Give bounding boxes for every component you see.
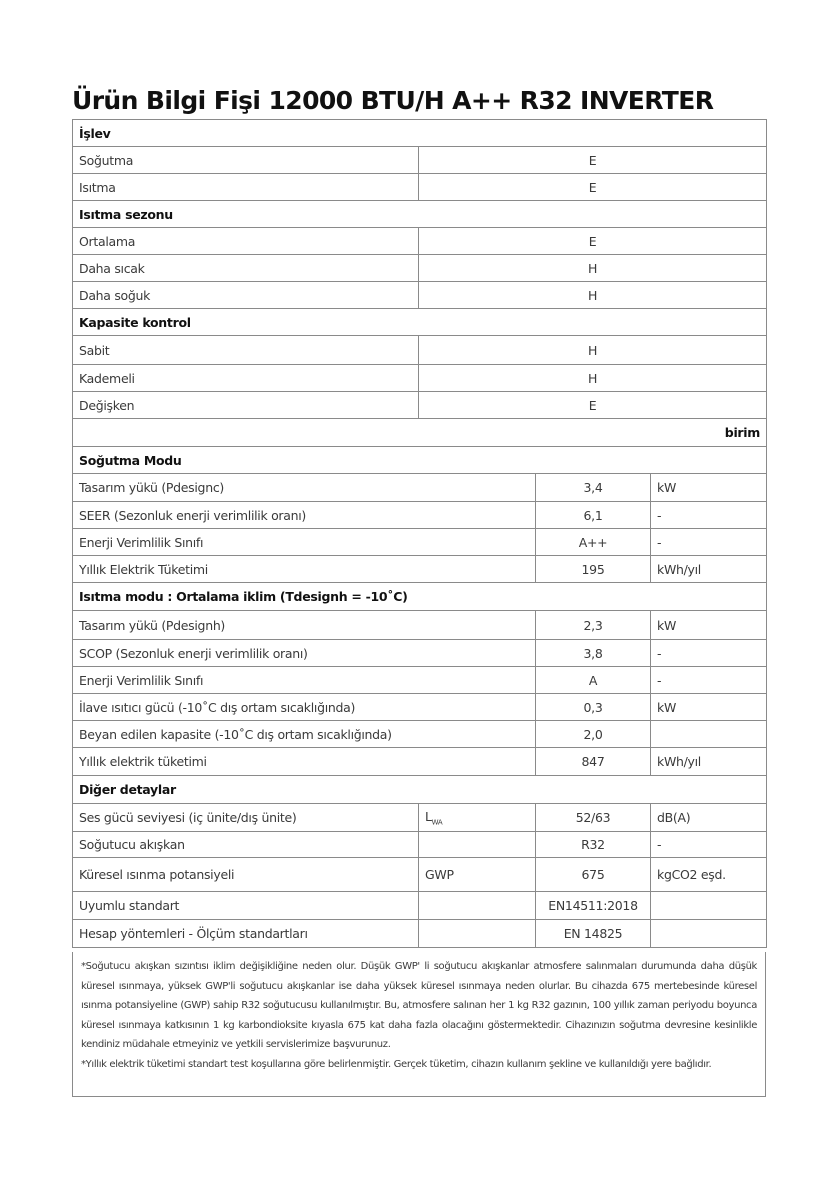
footnotes-box [72,952,766,1097]
page-title: Ürün Bilgi Fişi 12000 BTU/H A++ R32 INVERTER [72,86,714,115]
row-value: 2,3 [536,611,651,640]
section-header-row [73,583,767,611]
table-row [73,611,767,640]
row-value: 0,3 [536,694,651,721]
row-value: 847 [536,748,651,776]
row-value: 195 [536,556,651,583]
row-unit [651,721,767,748]
section-header-heating-season: Isıtma sezonu [73,201,767,228]
row-symbol [419,892,536,920]
unit-header: birim [73,419,767,447]
section-header-heating-mode: Isıtma modu : Ortalama iklim (Tdesignh = -10˚C) [73,583,767,611]
row-value: E [419,174,767,201]
section-header-function: İşlev [73,120,767,147]
unit-header-row [73,419,767,447]
row-value: 52/63 [536,804,651,832]
row-unit: - [651,832,767,858]
row-symbol [419,804,536,832]
table-row [73,474,767,502]
row-label: Tasarım yükü (Pdesignc) [73,474,536,502]
table-row [73,721,767,748]
table-row [73,832,767,858]
row-value: A++ [536,529,651,556]
table-row [73,694,767,721]
row-label: Sabit [73,336,419,365]
section-header-cooling-mode: Soğutma Modu [73,447,767,474]
row-label: Ortalama [73,228,419,255]
row-unit [651,920,767,948]
section-header-row [73,309,767,336]
row-unit: - [651,667,767,694]
row-value: EN14511:2018 [536,892,651,920]
row-label: SEER (Sezonluk enerji verimlilik oranı) [73,502,536,529]
table-row [73,858,767,892]
section-header-row [73,447,767,474]
table-row [73,336,767,365]
row-unit: kWh/yıl [651,748,767,776]
table-row [73,502,767,529]
row-label: Hesap yöntemleri - Ölçüm standartları [73,920,419,948]
row-symbol [419,832,536,858]
table-row [73,892,767,920]
row-unit: kW [651,611,767,640]
row-label: Soğutma [73,147,419,174]
row-label: Değişken [73,392,419,419]
row-unit: - [651,529,767,556]
row-label: Kademeli [73,365,419,392]
table-row [73,255,767,282]
table-row [73,640,767,667]
table-row [73,147,767,174]
row-label: Enerji Verimlilik Sınıfı [73,529,536,556]
table-row [73,282,767,309]
section-header-row [73,201,767,228]
table-row [73,748,767,776]
section-header-other-details: Diğer detaylar [73,776,767,804]
row-label: Ses gücü seviyesi (iç ünite/dış ünite) [73,804,419,832]
row-value: 6,1 [536,502,651,529]
row-label: Tasarım yükü (Pdesignh) [73,611,536,640]
section-header-row [73,776,767,804]
section-header-row [73,120,767,147]
row-label: Isıtma [73,174,419,201]
row-label: Soğutucu akışkan [73,832,419,858]
row-value: H [419,282,767,309]
row-value: 675 [536,858,651,892]
row-label: Daha sıcak [73,255,419,282]
table-row [73,529,767,556]
row-label: Daha soğuk [73,282,419,309]
row-unit: - [651,640,767,667]
row-symbol: GWP [419,858,536,892]
row-value: E [419,392,767,419]
row-value: E [419,228,767,255]
row-label: Küresel ısınma potansiyeli [73,858,419,892]
row-label: SCOP (Sezonluk enerji verimlilik oranı) [73,640,536,667]
table-row [73,365,767,392]
table-row [73,392,767,419]
table-row [73,804,767,832]
row-label: Yıllık Elektrik Tüketimi [73,556,536,583]
symbol-main: L [425,808,432,824]
row-symbol [419,920,536,948]
row-value: R32 [536,832,651,858]
row-value: A [536,667,651,694]
product-info-table [72,119,767,948]
row-unit [651,892,767,920]
row-unit: kgCO2 eşd. [651,858,767,892]
symbol-subscript: WA [431,818,443,827]
row-value: 2,0 [536,721,651,748]
row-value: H [419,365,767,392]
row-unit: - [651,502,767,529]
row-label: İlave ısıtıcı gücü (-10˚C dış ortam sıcaklığında) [73,694,536,721]
row-unit: dB(A) [651,804,767,832]
table-row [73,667,767,694]
row-value: EN 14825 [536,920,651,948]
table-row [73,174,767,201]
row-label: Uyumlu standart [73,892,419,920]
table-row [73,920,767,948]
footnote-energy-consumption: *Yıllık elektrik tüketimi standart test koşullarına göre belirlenmiştir. Gerçek tüketim, cihazın kullanım şekline ve kullanıldığı yere bağlıdır. [81,1058,712,1070]
row-unit: kW [651,474,767,502]
row-value: E [419,147,767,174]
footnote-refrigerant: *Soğutucu akışkan sızıntısı iklim değişikliğine neden olur. Düşük GWP' li soğutucu akışkanlar atmosfere salınmaları durumunda daha düşük küresel ısınmaya, yüksek GWP'li soğutucu akışkanlar ise daha yüksek küresel ısınmaya neden olurlar. Bu cihazda 675 mertebesinde küresel ısınma potansiyeline (GWP) sahip R32 soğutucusu kullanılmıştır. Bu, atmosfere salınan her 1 kg R32 gazının, 100 yıllık zaman periyodu boyunca küresel ısınmaya katkısının 1 kg karbondioksite kıyasla 675 kat daha fazla olacağını göstermektedir. Cihazınızın soğutma devresine kesinlikle kendiniz müdahale etmeyiniz ve yetkili servislerimize başvurunuz. [81,961,757,1050]
row-label: Yıllık elektrik tüketimi [73,748,536,776]
row-value: H [419,336,767,365]
row-unit: kW [651,694,767,721]
row-label: Beyan edilen kapasite (-10˚C dış ortam sıcaklığında) [73,721,536,748]
row-label: Enerji Verimlilik Sınıfı [73,667,536,694]
row-unit: kWh/yıl [651,556,767,583]
table-row [73,556,767,583]
section-header-capacity-control: Kapasite kontrol [73,309,767,336]
row-value: H [419,255,767,282]
table-row [73,228,767,255]
row-value: 3,4 [536,474,651,502]
row-value: 3,8 [536,640,651,667]
